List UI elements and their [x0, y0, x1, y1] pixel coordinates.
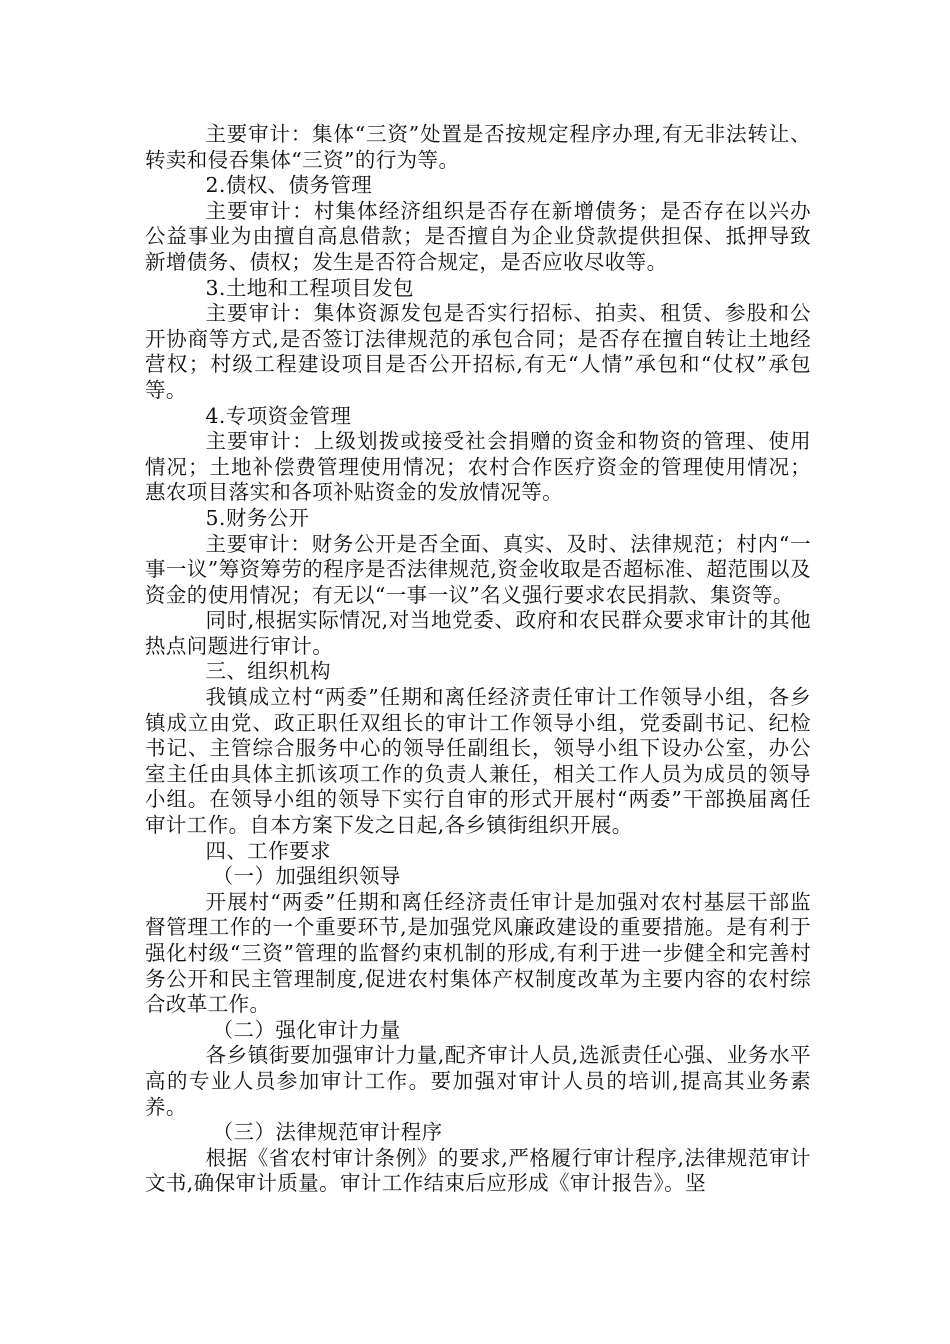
- section-heading: 三、组织机构: [205, 659, 331, 684]
- section-heading: 3.土地和工程项目发包: [205, 275, 414, 300]
- paragraph: 开展村“两委”任期和离任经济责任审计是加强对农村基层干部监督管理工作的一个重要环节,是加强党风廉政建设的重要措施。是有利于强化村级“三资”管理的监督约束机制的形成,有利于进一步健全和完善村务公开和民主管理制度,促进农村集体产权制度改革为主要内容的农村综合改革工作。: [145, 889, 811, 1017]
- subsection-heading: （一）加强组织领导: [212, 864, 401, 889]
- paragraph: 根据《省农村审计条例》的要求,严格履行审计程序,法律规范审计文书,确保审计质量。审计工作结束后应形成《审计报告》。坚: [145, 1145, 811, 1196]
- paragraph: 主要审计：上级划拨或接受社会捐赠的资金和物资的管理、使用情况；土地补偿费管理使用情况；农村合作医疗资金的管理使用情况；惠农项目落实和各项补贴资金的发放情况等。: [145, 429, 811, 505]
- section-heading: 5.财务公开: [205, 505, 310, 530]
- paragraph: 同时,根据实际情况,对当地党委、政府和农民群众要求审计的其他热点问题进行审计。: [145, 608, 811, 658]
- subsection-heading: （二）强化审计力量: [212, 1017, 401, 1042]
- section-heading: 4.专项资金管理: [205, 403, 352, 428]
- paragraph: 主要审计：集体资源发包是否实行招标、拍卖、租赁、参股和公开协商等方式,是否签订法律规范的承包合同；是否存在擅自转让土地经营权；村级工程建设项目是否公开招标,有无“人情”承包和“仗权”承包等。: [145, 301, 811, 402]
- paragraph: 主要审计：集体“三资”处置是否按规定程序办理,有无非法转让、转卖和侵吞集体“三资”的行为等。: [145, 122, 811, 172]
- subsection-heading: （三）法律规范审计程序: [212, 1120, 443, 1145]
- paragraph: 各乡镇街要加强审计力量,配齐审计人员,选派责任心强、业务水平高的专业人员参加审计工作。要加强对审计人员的培训,提高其业务素养。: [145, 1043, 811, 1119]
- section-heading: 2.债权、债务管理: [205, 173, 373, 198]
- paragraph: 主要审计：村集体经济组织是否存在新增债务；是否存在以兴办公益事业为由擅自高息借款；是否擅自为企业贷款提供担保、抵押导致新增债务、债权；发生是否符合规定，是否应收尽收等。: [145, 198, 811, 274]
- paragraph: 主要审计：财务公开是否全面、真实、及时、法律规范；村内“一事一议”筹资筹劳的程序是否法律规范,资金收取是否超标准、超范围以及资金的使用情况；有无以“一事一议”名义强行要求农民捐款、集资等。: [145, 531, 811, 607]
- paragraph: 我镇成立村“两委”任期和离任经济责任审计工作领导小组，各乡镇成立由党、政正职任双组长的审计工作领导小组，党委副书记、纪检书记、主管综合服务中心的领导任副组长，领导小组下设办公室，办公室主任由具体主抓该项工作的负责人兼任，相关工作人员为成员的领导小组。在领导小组的领导下实行自审的形式开展村“两委”干部换届离任审计工作。自本方案下发之日起,各乡镇街组织开展。: [145, 685, 811, 838]
- section-heading: 四、工作要求: [205, 838, 331, 863]
- document-body: [145, 122, 811, 1197]
